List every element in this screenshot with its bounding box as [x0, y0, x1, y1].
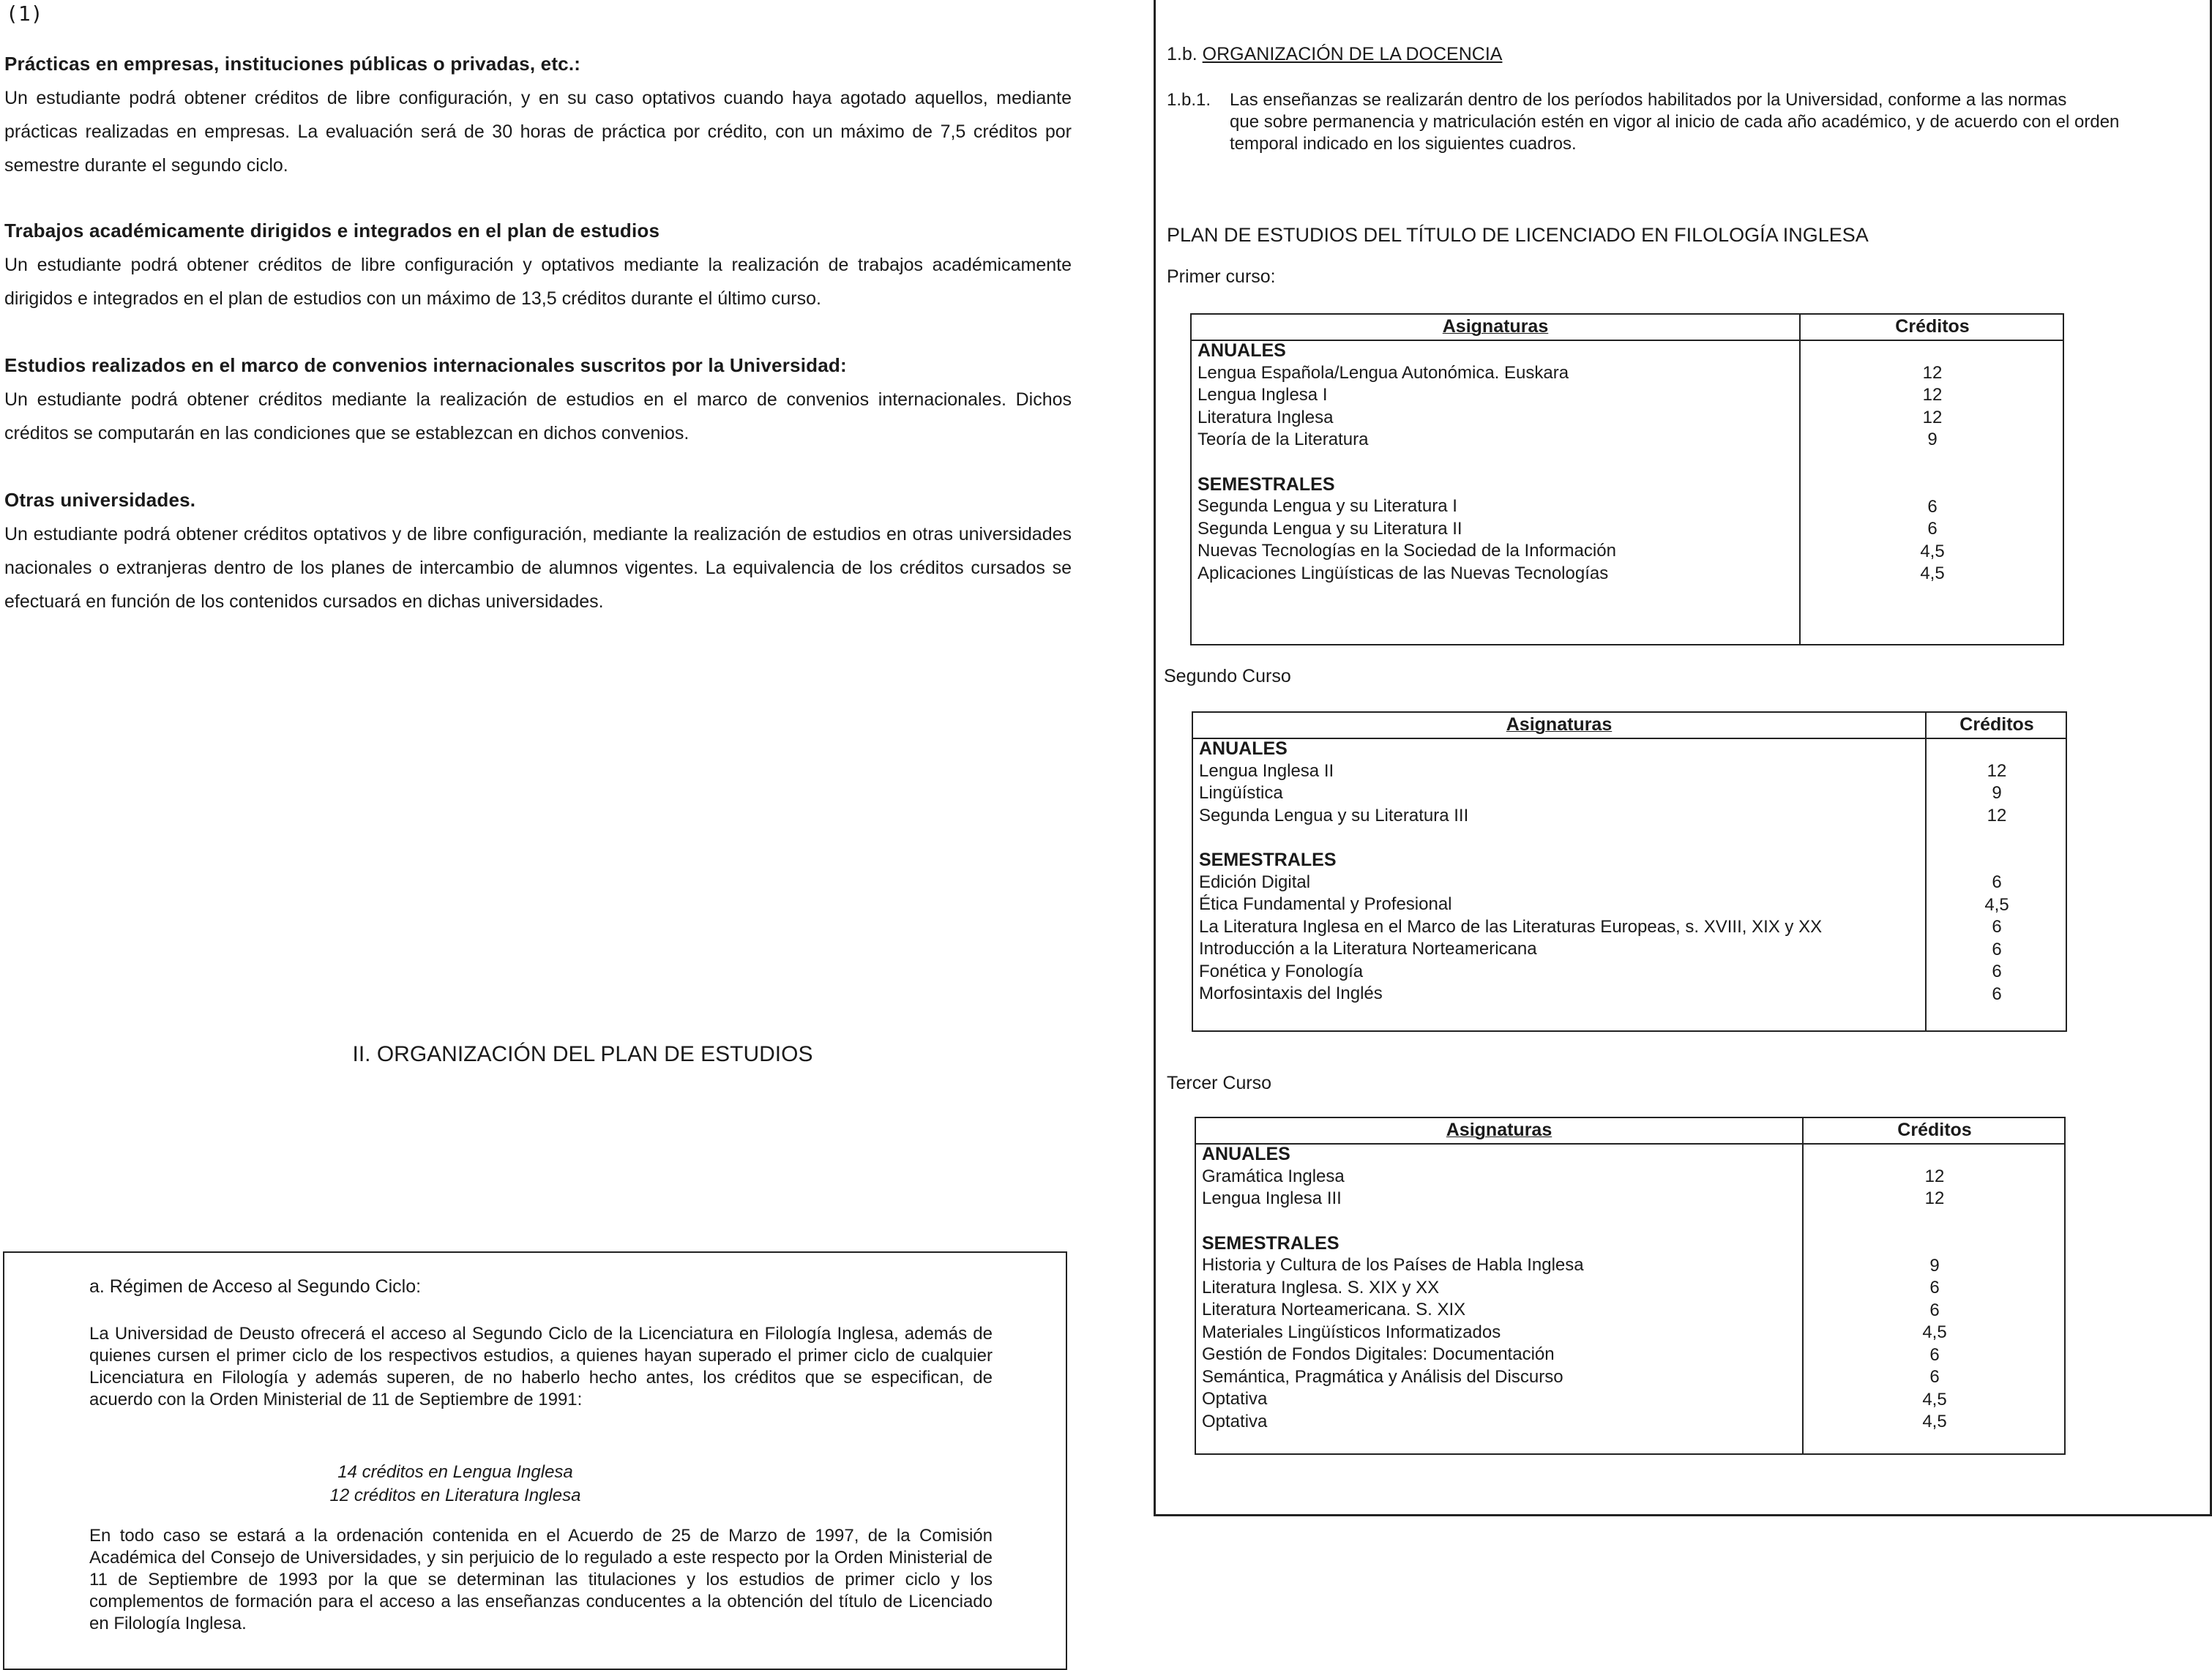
- subject-name: Morfosintaxis del Inglés: [1199, 984, 1383, 1003]
- docencia-paragraph: [1167, 89, 2192, 155]
- course-table-2: [1192, 711, 2067, 1032]
- credit-spacer: [1804, 1143, 2066, 1166]
- table-credits: [1927, 738, 2067, 1006]
- subject-name: Gestión de Fondos Digitales: Documentación: [1202, 1344, 1555, 1364]
- section-body: Un estudiante podrá obtener créditos de libre configuración y optativos mediante la realización de trabajos académicamente dirigidos e integrados en el plan de estudios con un máximo de 13,5 créditos durante el último curso.: [4, 255, 1072, 309]
- subject-credits: 4,5: [1922, 1412, 1947, 1431]
- subject-credits: 6: [1929, 1367, 1940, 1387]
- subject-name: Materiales Lingüísticos Informatizados: [1202, 1322, 1501, 1342]
- subject-credits: 6: [1929, 1344, 1940, 1365]
- section-heading: Estudios realizados en el marco de convenios internacionales suscritos por la Universidad:: [4, 354, 847, 376]
- subject-credits: 12: [1987, 760, 2007, 781]
- subject-name: Historia y Cultura de los Países de Habla Inglesa: [1202, 1255, 1584, 1275]
- course-table-3: [1195, 1117, 2066, 1455]
- group-heading: ANUALES: [1197, 340, 1286, 361]
- subject-credits: 12: [1924, 1166, 1945, 1186]
- row-gap: [1202, 1210, 1584, 1232]
- subject-credits: 12: [1922, 407, 1943, 427]
- group-heading: SEMESTRALES: [1199, 850, 1337, 870]
- subject-name: Literatura Inglesa. S. XIX y XX: [1202, 1277, 1440, 1298]
- group-heading: SEMESTRALES: [1202, 1232, 1339, 1254]
- plan-organization-title: II. ORGANIZACIÓN DEL PLAN DE ESTUDIOS: [352, 1042, 813, 1066]
- subject-name: Lengua Inglesa III: [1202, 1188, 1342, 1208]
- section-heading: Trabajos académicamente dirigidos e integrados en el plan de estudios: [4, 220, 660, 241]
- section-practicas: [4, 53, 1072, 182]
- section-body: Un estudiante podrá obtener créditos mediante la realización de estudios en el marco de convenios internacionales. Dichos créditos se computarán en las condiciones que se establezcan en dichos convenios.: [4, 389, 1072, 443]
- credit-spacer: [1927, 738, 2067, 760]
- subject-name: Lengua Española/Lengua Autonómica. Euskara: [1197, 362, 1569, 383]
- subject-name: Literatura Norteamericana. S. XIX: [1202, 1300, 1466, 1319]
- subject-name: Semántica, Pragmática y Análisis del Discurso: [1202, 1366, 1563, 1387]
- subject-credits: 4,5: [1922, 1389, 1947, 1409]
- section-heading: Otras universidades.: [4, 489, 196, 511]
- subject-credits: 12: [1922, 362, 1943, 383]
- course-label-3: Tercer Curso: [1167, 1073, 1272, 1093]
- course-label-2: Segundo Curso: [1164, 666, 1291, 686]
- section-body: Un estudiante podrá obtener créditos de libre configuración, y en su caso optativos cuando haya agotado aquellos, mediante prácticas realizadas en empresas. La evaluación será de 30 horas de práctica por crédito, con un máximo de 7,5 créditos por semestre durante el segundo ciclo.: [4, 88, 1072, 176]
- subject-name: Lingüística: [1199, 783, 1283, 803]
- credit-spacer: [1801, 340, 2064, 362]
- subject-name: Ética Fundamental y Profesional: [1199, 894, 1452, 914]
- subject-credits: 9: [1927, 430, 1938, 449]
- header-asignaturas: Asignaturas: [1442, 316, 1549, 337]
- header-creditos: Créditos: [1895, 316, 1970, 337]
- course-table-1: [1190, 313, 2064, 645]
- subject-credits: 6: [1929, 1300, 1940, 1320]
- subject-name: Segunda Lengua y su Literatura III: [1199, 805, 1469, 825]
- row-gap: [1199, 827, 1822, 849]
- subject-credits: 4,5: [1920, 541, 1945, 561]
- table-subjects: [1197, 340, 1616, 585]
- heading-number: 1.b.: [1167, 44, 1197, 64]
- subject-name: Optativa: [1202, 1411, 1268, 1431]
- subject-name: Fonética y Fonología: [1199, 961, 1364, 981]
- group-heading: ANUALES: [1202, 1144, 1290, 1164]
- credit-spacer: [1927, 827, 2067, 850]
- credit-spacer: [1804, 1232, 2066, 1255]
- subject-name: Segunda Lengua y su Literatura I: [1197, 496, 1457, 516]
- subject-name: Lengua Inglesa I: [1197, 385, 1328, 405]
- subject-name: Literatura Inglesa: [1197, 407, 1334, 427]
- section-heading: Prácticas en empresas, instituciones públicas o privadas, etc.:: [4, 53, 581, 75]
- subject-name: Nuevas Tecnologías en la Sociedad de la Información: [1197, 541, 1616, 561]
- subject-credits: 4,5: [1922, 1322, 1947, 1342]
- section-trabajos: [4, 220, 1072, 315]
- credit-item: 12 créditos en Literatura Inglesa: [329, 1486, 581, 1505]
- subject-credits: 12: [1922, 385, 1943, 405]
- group-heading: ANUALES: [1199, 738, 1288, 759]
- access-paragraph-2: En todo caso se estará a la ordenación contenida en el Acuerdo de 25 de Marzo de 1997, de la Comisión Académica del Consejo de Universidades, y sin perjuicio de lo regulado a este respecto por la Orden Ministerial de 11 de Septiembre de 1993 por la que se determinan las titulaciones y los estudios de primer ciclo y los complementos de formación para el acceso a las enseñanzas conducentes a la obtención del título de Licenciado en Filología Inglesa.: [89, 1526, 993, 1633]
- row-gap: [1197, 452, 1616, 473]
- subject-name: Gramática Inglesa: [1202, 1166, 1345, 1186]
- access-paragraph-1: La Universidad de Deusto ofrecerá el acceso al Segundo Ciclo de la Licenciatura en Filología Inglesa, además de quienes cursen el primer ciclo de los respectivos estudios, a quienes hayan superado el primer ciclo de cualquier Licenciatura en Filología y además superen, de no haberlo hecho antes, los créditos que se especifican, de acuerdo con la Orden Ministerial de 11 de Septiembre de 1991:: [89, 1324, 993, 1409]
- subject-credits: 6: [1929, 1278, 1940, 1298]
- subject-name: Segunda Lengua y su Literatura II: [1197, 518, 1462, 539]
- docencia-heading: [1167, 44, 1502, 65]
- paragraph-rest: que sobre permanencia y matriculación estén en vigor al inicio de cada año académico, y de acuerdo con el orden temporal indicado en los siguientes cuadros.: [1230, 112, 2120, 154]
- subject-credits: 6: [1927, 496, 1938, 517]
- access-credits-list: [89, 1461, 821, 1508]
- table-subjects: [1202, 1143, 1584, 1433]
- plan-title: PLAN DE ESTUDIOS DEL TÍTULO DE LICENCIADO EN FILOLOGÍA INGLESA: [1167, 224, 1869, 246]
- header-asignaturas: Asignaturas: [1506, 714, 1613, 735]
- subject-name: Edición Digital: [1199, 872, 1311, 892]
- subject-name: Lengua Inglesa II: [1199, 760, 1334, 781]
- group-heading: SEMESTRALES: [1197, 473, 1335, 495]
- subject-credits: 9: [1929, 1255, 1940, 1276]
- subject-name: Introducción a la Literatura Norteamericana: [1199, 939, 1537, 959]
- table-credits: [1801, 340, 2064, 585]
- section-body: Un estudiante podrá obtener créditos optativos y de libre configuración, mediante la realización de estudios en otras universidades nacionales o extranjeras dentro de los planes de intercambio de alumnos vigentes. La equivalencia de los créditos cursados se efectuará en función de los contenidos cursados en dichas universidades.: [4, 524, 1072, 612]
- access-regime-box: [3, 1251, 1067, 1670]
- subject-credits: 12: [1924, 1188, 1945, 1208]
- course-label-1: Primer curso:: [1167, 266, 1276, 287]
- credit-spacer: [1927, 850, 2067, 872]
- subject-credits: 4,5: [1920, 563, 1945, 583]
- subject-name: La Literatura Inglesa en el Marco de las Literaturas Europeas, s. XVIII, XIX y XX: [1199, 916, 1823, 937]
- credit-spacer: [1801, 452, 2064, 474]
- credit-spacer: [1801, 473, 2064, 496]
- table-subjects: [1199, 738, 1822, 1006]
- credit-spacer: [1804, 1210, 2066, 1233]
- subject-credits: 6: [1992, 917, 2002, 937]
- subject-credits: 12: [1987, 805, 2007, 825]
- header-creditos: Créditos: [1959, 714, 2034, 735]
- subject-credits: 6: [1992, 872, 2002, 892]
- subject-credits: 6: [1992, 939, 2002, 959]
- subject-credits: 6: [1992, 984, 2002, 1004]
- heading-text: ORGANIZACIÓN DE LA DOCENCIA: [1202, 44, 1503, 64]
- subject-credits: 6: [1992, 962, 2002, 981]
- subject-credits: 9: [1992, 783, 2002, 803]
- subject-name: Teoría de la Literatura: [1197, 430, 1369, 449]
- section-convenios: [4, 354, 1072, 450]
- paragraph-number: 1.b.1.: [1167, 90, 1211, 110]
- header-asignaturas: Asignaturas: [1446, 1120, 1552, 1140]
- table-credits: [1804, 1143, 2066, 1434]
- subject-credits: 6: [1927, 519, 1938, 539]
- subject-name: Optativa: [1202, 1389, 1268, 1409]
- access-box-title: a. Régimen de Acceso al Segundo Ciclo:: [89, 1276, 422, 1297]
- subject-credits: 4,5: [1984, 894, 2009, 915]
- section-otras-universidades: [4, 489, 1072, 618]
- header-creditos: Créditos: [1897, 1120, 1972, 1140]
- paragraph-line-1: Las enseñanzas se realizarán dentro de los períodos habilitados por la Universidad, conforme a las normas: [1230, 90, 2067, 110]
- credit-item: 14 créditos en Lengua Inglesa: [337, 1462, 573, 1482]
- page-label: (1): [6, 1, 43, 26]
- subject-name: Aplicaciones Lingüísticas de las Nuevas Tecnologías: [1197, 563, 1609, 583]
